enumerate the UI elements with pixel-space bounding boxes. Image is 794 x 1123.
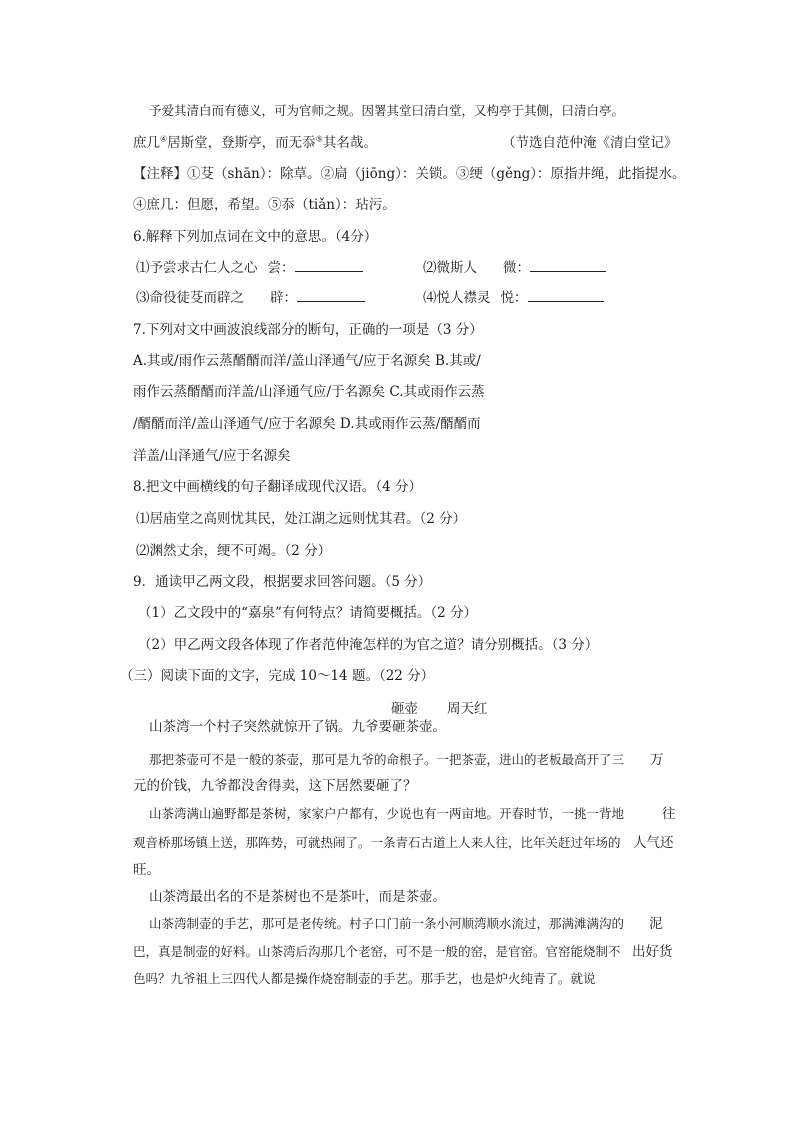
passage-line-1: 予爱其清白而有德义，可为官师之规。因署其堂曰清白堂，又构亭于其侧，曰清白亭。	[149, 103, 625, 118]
q7-stem: 7.下列对文中画波浪线部分的断句，正确的一项是（3 分）	[133, 322, 483, 338]
story-title: 砸壶	[391, 701, 418, 717]
q6-item-1-text: ⑴予尝求古仁人之心	[136, 260, 258, 276]
passage-source: （节选自范仲淹《清白堂记》	[502, 135, 678, 151]
story-p5c: 巴，真是制壶的好料。山茶湾后沟那几个老窑，可不是一般的窑，是官窑。官窑能烧制不	[133, 944, 621, 959]
story-p5e: 色吗？九爷祖上三四代人都是操作烧窑制壶的手艺。那手艺，也是炉火纯青了。就说	[133, 971, 596, 986]
q6-item-2-text: ⑵微斯人	[423, 260, 477, 276]
q6-item-3-text: ⑶命役徒芟而辟之	[136, 290, 244, 306]
answer-blank[interactable]	[530, 257, 606, 272]
q6-item-4-text: ⑷悦人襟灵	[423, 290, 491, 306]
story-p5a: 山茶湾制壶的手艺，那可是老传统。村子口门前一条小河顺湾顺水流过，那满滩满沟的	[149, 916, 625, 931]
story-p2b: 万	[650, 752, 664, 768]
q6-item-4	[423, 287, 604, 308]
passage-line-2a: 庶几	[133, 135, 160, 151]
story-p2c: 元的价钱，九爷都没舍得卖，这下居然要砸了？	[133, 778, 417, 794]
answer-blank[interactable]	[528, 287, 604, 302]
passage-line-2b: 居斯堂，登斯亭，而无忝	[167, 135, 316, 151]
q7-line-4: 洋盖/山泽通气/应于名源矣	[133, 448, 291, 464]
story-p3a: 山茶湾满山遍野都是茶树，家家户户都有，少说也有一两亩地。开春时节，一挑一背地	[149, 806, 625, 821]
story-p3c: 观音桥那场镇上送，那阵势，可就热闹了。一条青石古道上人来人往，比年关赶过年场的	[133, 835, 621, 850]
note-ref-5: ⑤	[315, 134, 323, 144]
q6-item-2	[423, 257, 606, 278]
q6-item-1	[136, 257, 363, 278]
q8-stem: 8.把文中画横线的句子翻译成现代汉语。（4 分）	[133, 479, 423, 495]
story-p3b: 往	[662, 806, 676, 822]
answer-blank[interactable]	[297, 287, 365, 302]
q9-sub-2: （2）甲乙两文段各体现了作者范仲淹怎样的为官之道？请分别概括。（3 分）	[138, 637, 599, 653]
story-p3d: 人气还	[633, 835, 674, 851]
passage-line-2c: 其名哉。	[322, 135, 377, 151]
note-ref-4: ④	[160, 134, 168, 144]
q6-item-1-key: 尝：	[267, 260, 295, 276]
story-p5d: 出好货	[632, 944, 673, 960]
q7-line-1: A.其或/雨作云蒸醑醑而洋/盖山泽通气/应于名源矣 B.其或/	[133, 353, 481, 369]
story-p4: 山茶湾最出名的不是茶树也不是茶叶，而是茶壶。	[149, 889, 446, 905]
story-p1: 山茶湾一个村子突然就惊开了锅。九爷要砸茶壶。	[149, 719, 446, 735]
section-3-heading: （三）阅读下面的文字，完成 10～14 题。（22 分）	[120, 668, 435, 684]
q6-item-4-key: 悦：	[500, 290, 528, 306]
q8-sub-1: ⑴居庙堂之高则忧其民，处江湖之远则忧其君。（2 分）	[136, 511, 467, 527]
story-author: 周天红	[447, 701, 488, 717]
notes-line-1: 【注释】①芟（shān）：除草。②扃（jiōng）：关锁。③绠（gěng）：原指井绳，此指提水。	[133, 166, 686, 182]
q6-item-3	[136, 287, 365, 308]
passage-line-2	[133, 133, 377, 153]
answer-blank[interactable]	[295, 257, 363, 272]
story-p2a: 那把茶壶可不是一般的茶壶，那可是九爷的命根子。一把茶壶，进山的老板最高开了三	[149, 752, 625, 767]
notes-line-2: ④庶几：但愿，希望。⑤忝（tiǎn）：玷污。	[133, 197, 396, 213]
q8-sub-2: ⑵渊然丈余，绠不可竭。（2 分）	[136, 543, 332, 559]
story-p5b: 泥	[649, 916, 663, 932]
q7-line-3: /醑醑而洋/盖山泽通气/应于名源矣 D.其或雨作云蒸/醑醑而	[133, 416, 481, 432]
q6-stem: 6.解释下列加点词在文中的意思。（4分）	[133, 229, 378, 245]
story-p3e: 旺。	[133, 862, 160, 878]
q9-sub-1: （1）乙文段中的“嘉泉”有何特点？请简要概括。（2 分）	[138, 605, 478, 621]
q7-line-2: 雨作云蒸醑醑而洋盖/山泽通气应/于名源矣 C.其或雨作云蒸	[133, 384, 485, 400]
q6-item-2-key: 微：	[503, 260, 530, 276]
q6-item-3-key: 辟：	[270, 290, 297, 306]
q9-stem: 9．通读甲乙两文段，根据要求回答问题。（5 分）	[133, 574, 432, 590]
